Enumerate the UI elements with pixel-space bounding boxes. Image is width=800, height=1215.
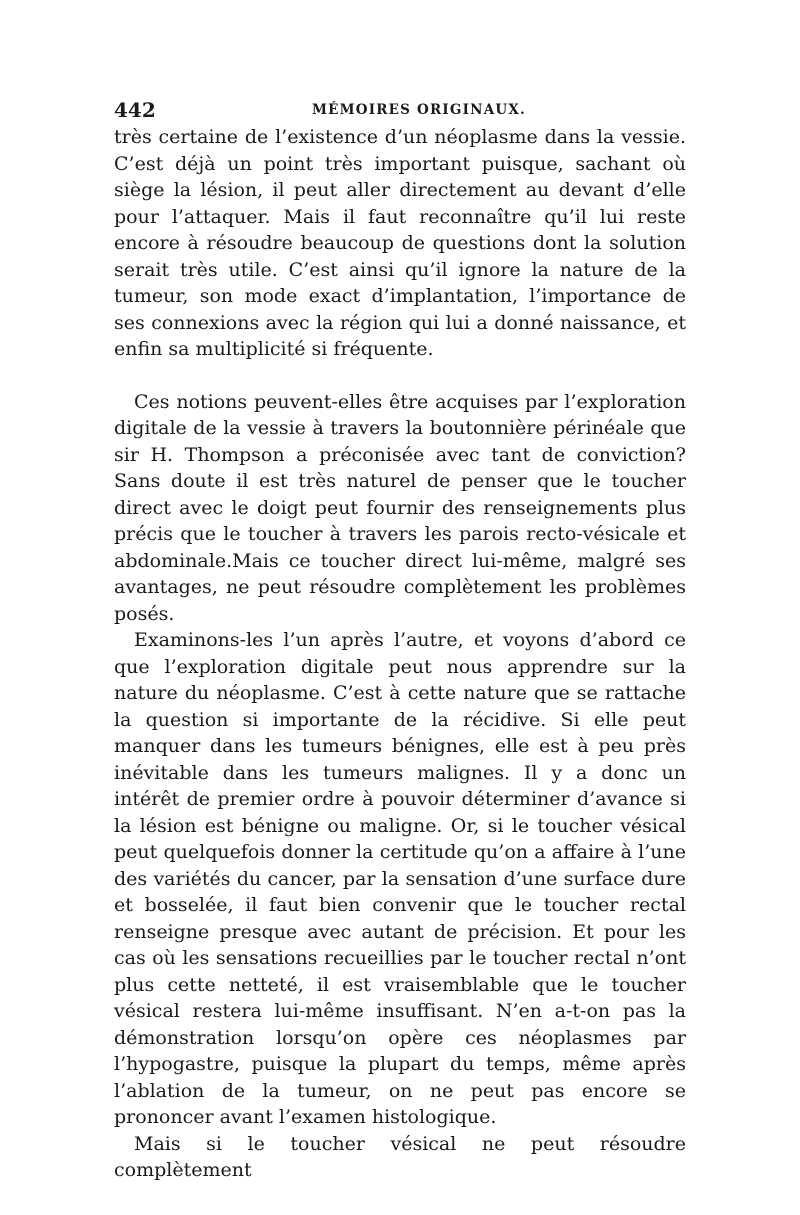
page-number: 442 [114,98,156,122]
paragraph: Examinons-les l’un après l’autre, et voyons d’abord ce que l’exploration digitale peut nous apprendre sur la nature du néoplasme. C’est à cette nature que se rattache la question si importante de la récidive. Si elle peut manquer dans les tumeurs bénignes, elle est à peu près inévitable dans les tumeurs malignes. Il y a donc un intérêt de premier ordre à pouvoir déterminer d’avance si la lésion est bénigne ou maligne. Or, si le toucher vésical peut quelquefois donner la certitude qu’on a affaire à l’une des variétés du cancer, par la sensation d’une surface dure et bosselée, il faut bien convenir que le toucher rectal renseigne presque avec autant de précision. Et pour les cas où les sensations recueillies par le toucher rectal n’ont plus cette netteté, il est vraisemblable que le toucher vésical restera lui-même insuffisant. N’en a-t-on pas la démonstration lorsqu’on opère ces néoplasmes par l’hypogastre, puisque la plupart du temps, même après l’ablation de la tumeur, on ne peut pas encore se prononcer avant l’examen histologique. [114,629,686,1128]
body-text [114,124,686,1184]
paragraph: très certaine de l’existence d’un néoplasme dans la vessie. C’est déjà un point très important puisque, sachant où siège la lésion, il peut aller directement au devant d’elle pour l’attaquer. Mais il faut reconnaître qu’il lui reste encore à résoudre beaucoup de questions dont la solution serait très utile. C’est ainsi qu’il ignore la nature de la tumeur, son mode exact d’implantation, l’importance de ses connexions avec la région qui lui a donné naissance, et enfin sa multiplicité si fréquente. [114,126,686,360]
page-header [114,98,686,124]
paragraph: Mais si le toucher vésical ne peut résoudre complètement [114,1132,686,1181]
running-head: MÉMOIRES ORIGINAUX. [312,102,526,118]
paragraph: Ces notions peuvent-elles être acquises par l’exploration digitale de la vessie à travers la boutonnière périnéale que sir H. Thompson a préconisée avec tant de conviction? Sans doute il est très naturel de penser que le toucher direct avec le doigt peut fournir des renseignements plus précis que le toucher à travers les parois recto-vésicale et abdominale.Mais ce toucher direct lui-même, malgré ses avantages, ne peut résoudre complètement les problèmes posés. [114,390,686,625]
